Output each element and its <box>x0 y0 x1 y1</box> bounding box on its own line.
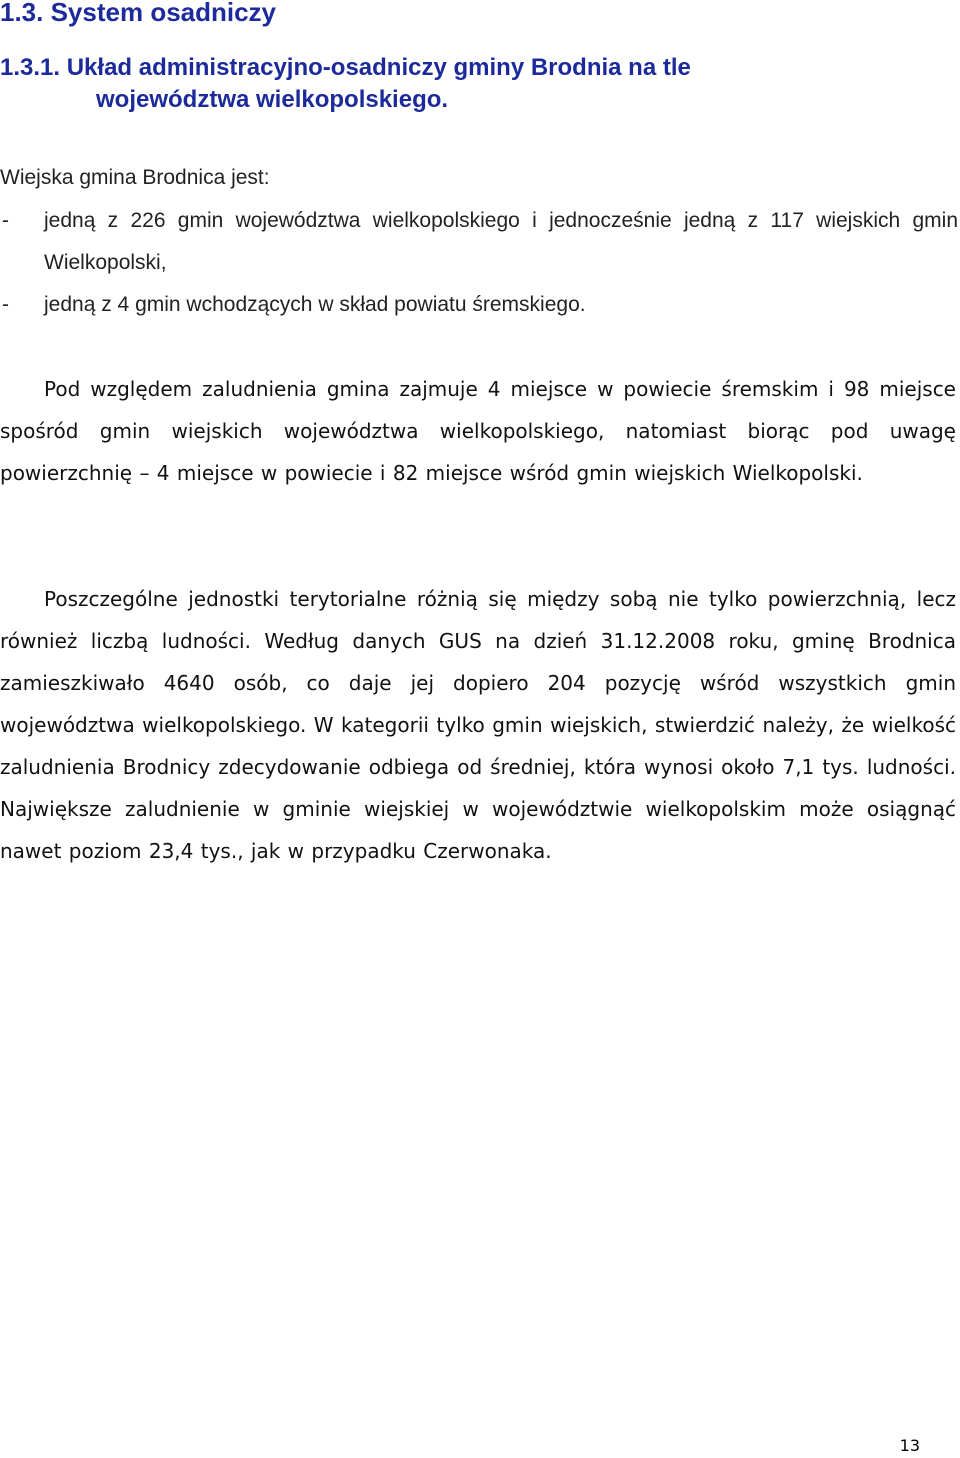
page-number: 13 <box>899 1436 920 1455</box>
list-item <box>0 200 958 284</box>
intro-text: Wiejska gmina Brodnica jest: <box>0 166 270 189</box>
list-item-text: jedną z 4 gmin wchodzących w skład powiatu śremskiego. <box>44 293 586 316</box>
paragraph-gus-data: Poszczególne jednostki terytorialne różnią się między sobą nie tylko powierzchnią, lecz również liczbą ludności. Według danych GUS na dzień 31.12.2008 roku, gminę Brodnica zamieszkiwało 4640 osób, co daje jej dopiero 204 pozycję wśród wszystkich gmin województwa wielkopolskiego. W kategorii tylko gmin wiejskich, stwierdzić należy, że wielkość zaludnienia Brodnicy zdecydowanie odbiega od średniej, która wynosi około 7,1 tys. ludności. Największe zaludnienie w gminie wiejskiej w województwie wielkopolskim może osiągnąć nawet poziom 23,4 tys., jak w przypadku Czerwonaka. <box>0 587 956 863</box>
list-item <box>0 284 958 326</box>
section-heading: 1.3. System osadniczy <box>0 0 277 27</box>
list-item-text: jedną z 226 gmin województwa wielkopolskiego i jednocześnie jedną z 117 wiejskich gmin Wielkopolski, <box>44 209 958 274</box>
list-dash: - <box>2 209 9 232</box>
subsection-heading-continued: województwa wielkopolskiego. <box>96 86 449 113</box>
subsection-heading: 1.3.1. Układ administracyjno-osadniczy gminy Brodnia na tle <box>0 54 691 81</box>
bullet-list <box>0 200 958 326</box>
list-dash: - <box>2 293 9 316</box>
paragraph-population-rank: Pod względem zaludnienia gmina zajmuje 4 miejsce w powiecie śremskim i 98 miejsce spośród gmin wiejskich województwa wielkopolskiego, natomiast biorąc pod uwagę powierzchnię – 4 miejsce w powiecie i 82 miejsce wśród gmin wiejskich Wielkopolski. <box>0 377 956 485</box>
